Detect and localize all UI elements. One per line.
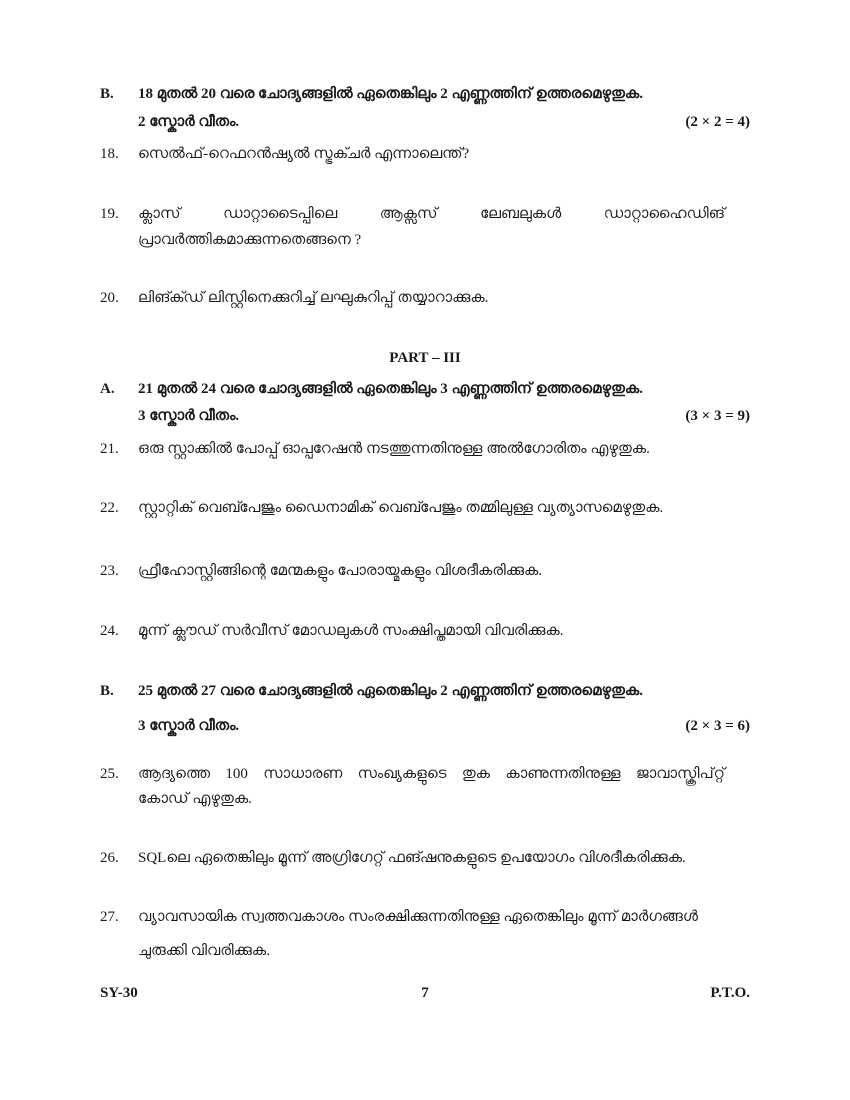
question-number: 27.: [100, 909, 119, 925]
section-a-instructions: [100, 379, 750, 429]
question-number: 20.: [100, 290, 119, 306]
question-text: ലിങ്ക്ഡ് ലിസ്റ്റിനെക്കുറിച്ച് ലഘുകുറിപ്പ് തയ്യാറാക്കുക.: [138, 290, 489, 306]
section-score-note: 3 സ്കോർ വീതം.: [138, 718, 240, 734]
question-text: ക്ലാസ് ഡാറ്റാടൈപ്പിലെ ആക്സസ് ലേബലുകൾ ഡാറ്റാഹൈഡിങ്: [138, 206, 725, 222]
question-text-continued: പ്രാവർത്തികമാക്കുന്നതെങ്ങനെ ?: [138, 232, 362, 248]
question-text-continued: കോഡ് എഴുതുക.: [138, 791, 252, 807]
question-text: സ്റ്റാറ്റിക് വെബ്പേജും ഡൈനാമിക് വെബ്പേജും തമ്മിലുള്ള വ്യത്യാസമെഴുതുക.: [138, 500, 664, 516]
section-b-instructions: [100, 84, 750, 134]
section-letter: B.: [100, 86, 114, 102]
question-27: [100, 907, 750, 962]
section-b2-instructions: [100, 681, 750, 736]
section-score-note: 2 സ്കോർ വീതം.: [138, 114, 240, 130]
page-number: 7: [421, 985, 429, 1001]
section-marks: (2 × 3 = 6): [685, 718, 750, 734]
question-25: [100, 764, 750, 814]
question-number: 22.: [100, 500, 119, 516]
section-instruction: 21 മുതൽ 24 വരെ ചോദ്യങ്ങളിൽ ഏതെങ്കിലും 3 എണ്ണത്തിന് ഉത്തരമെഴുതുക.: [138, 381, 643, 397]
question-19: [100, 204, 750, 254]
please-turn-over: P.T.O.: [710, 985, 750, 1001]
part-heading: PART – III: [389, 350, 461, 366]
question-text: സെൽഫ്-റെഫറൻഷ്യൽ സ്ട്രക്ചർ എന്നാലെന്ത്?: [138, 146, 470, 162]
question-text: SQLലെ ഏതെങ്കിലും മൂന്ന് അഗ്രിഗേറ്റ് ഫങ്ഷനുകളുടെ ഉപയോഗം വിശദീകരിക്കുക.: [138, 850, 686, 866]
question-text: ആദ്യത്തെ 100 സാധാരണ സംഖ്യകളുടെ തുക കാണുന്നതിനുള്ള ജാവാസ്ക്രിപ്റ്റ്: [138, 766, 725, 782]
question-text: മൂന്ന് ക്ലൗഡ് സർവീസ് മോഡലുകൾ സംക്ഷിപ്തമായി വിവരിക്കുക.: [138, 623, 564, 639]
question-number: 25.: [100, 766, 119, 782]
page-footer: [100, 985, 750, 1005]
section-marks: (3 × 3 = 9): [685, 408, 750, 424]
section-letter: A.: [100, 381, 115, 397]
question-text: ഫ്രീഹോസ്റ്റിങ്ങിന്റെ മേന്മകളും പോരായ്മകളും വിശദീകരിക്കുക.: [138, 563, 543, 579]
section-instruction: 25 മുതൽ 27 വരെ ചോദ്യങ്ങളിൽ ഏതെങ്കിലും 2 എണ്ണത്തിന് ഉത്തരമെഴുതുക.: [138, 683, 643, 699]
question-number: 23.: [100, 563, 119, 579]
question-number: 24.: [100, 623, 119, 639]
question-text: വ്യാവസായിക സ്വത്തവകാശം സംരക്ഷിക്കുന്നതിനുള്ള ഏതെങ്കിലും മൂന്ന് മാർഗങ്ങൾ: [138, 909, 698, 925]
paper-code: SY-30: [100, 985, 138, 1001]
section-marks: (2 × 2 = 4): [685, 114, 750, 130]
question-number: 19.: [100, 206, 119, 222]
question-number: 26.: [100, 850, 119, 866]
question-number: 18.: [100, 146, 119, 162]
question-text: ഒരു സ്റ്റാക്കിൽ പോപ്പ് ഓപ്പറേഷൻ നടത്തുന്നതിനുള്ള അൽഗോരിതം എഴുതുക.: [138, 441, 650, 457]
section-instruction: 18 മുതൽ 20 വരെ ചോദ്യങ്ങളിൽ ഏതെങ്കിലും 2 എണ്ണത്തിന് ഉത്തരമെഴുതുക.: [138, 86, 643, 102]
section-letter: B.: [100, 683, 114, 699]
section-score-note: 3 സ്കോർ വീതം.: [138, 408, 240, 424]
question-text-continued: ചുരുക്കി വിവരിക്കുക.: [138, 943, 270, 959]
question-number: 21.: [100, 441, 119, 457]
